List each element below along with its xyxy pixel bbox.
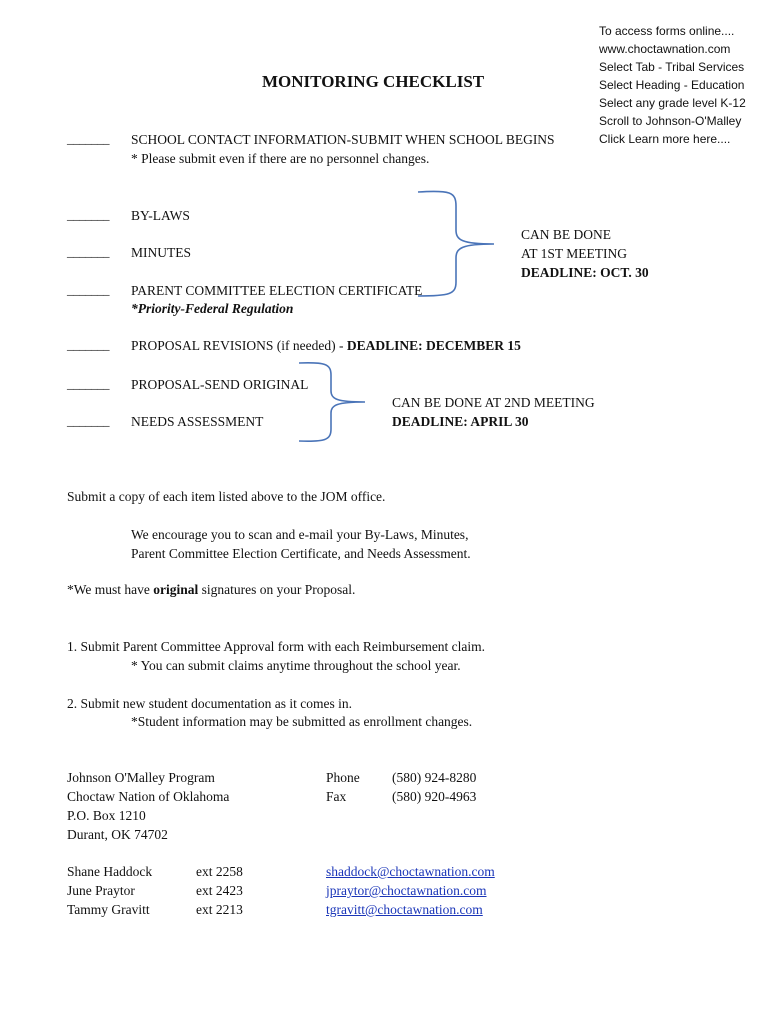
staff-ext: ext 2258 [196,864,243,879]
checklist-item-minutes: MINUTES [131,245,191,260]
checklist-blank: _______ [67,244,109,259]
note-line: Scroll to Johnson-O'Malley [599,114,742,128]
staff-ext: ext 2423 [196,883,243,898]
signature-pre: *We must have [67,582,154,597]
checklist-item-needs-assessment: NEEDS ASSESSMENT [131,414,264,429]
note-line: Select Tab - Tribal Services [599,60,745,74]
page-title: MONITORING CHECKLIST [262,72,485,91]
checklist-blank: _______ [67,282,109,297]
city-state-zip: Durant, OK 74702 [67,827,168,842]
proposal-revisions-label: PROPOSAL REVISIONS (if needed) - [131,338,347,353]
checklist-blank: _______ [67,337,109,352]
checklist-blank: _______ [67,207,109,222]
fax-label: Fax [326,789,347,804]
signature-requirement [67,580,355,599]
note-line: www.choctawnation.com [599,42,731,56]
staff-name: Tammy Gravitt [67,902,150,917]
phone-label: Phone [326,770,360,785]
nation-name: Choctaw Nation of Oklahoma [67,789,230,804]
contact-address [67,768,229,844]
note-line: Select Heading - Education [599,78,745,92]
staff-name: June Praytor [67,883,135,898]
bracket-group-2 [293,359,383,445]
step-1-note: * You can submit claims anytime throughout the school year. [131,658,461,673]
submit-copy-text: Submit a copy of each item listed above to the JOM office. [67,489,386,504]
step-2: 2. Submit new student documentation as it comes in. [67,696,352,711]
encourage-text [131,525,471,563]
note-line: To access forms online.... [599,24,735,38]
staff-email-link[interactable]: jpraytor@choctawnation.com [326,883,487,898]
checklist-blank: _______ [67,376,109,391]
group2-line: CAN BE DONE AT 2ND MEETING [392,395,595,410]
group2-note [392,393,595,431]
checklist-blank: _______ [67,413,109,428]
encourage-line: Parent Committee Election Certificate, and Needs Assessment. [131,546,471,561]
group2-deadline: DEADLINE: APRIL 30 [392,414,529,429]
po-box: P.O. Box 1210 [67,808,146,823]
staff-name: Shane Haddock [67,864,153,879]
checklist-blank: _______ [67,131,109,146]
checklist-item-proposal-original: PROPOSAL-SEND ORIGINAL [131,377,309,392]
checklist-item-note: *Priority-Federal Regulation [131,301,294,316]
signature-post: signatures on your Proposal. [198,582,356,597]
checklist-item-election-certificate: PARENT COMMITTEE ELECTION CERTIFICATE [131,283,423,298]
checklist-item-school-contact: SCHOOL CONTACT INFORMATION-SUBMIT WHEN SCHOOL BEGINS [131,132,555,147]
online-access-note [599,22,746,148]
step-1: 1. Submit Parent Committee Approval form with each Reimbursement claim. [67,639,486,654]
signature-bold: original [153,582,199,597]
fax-number: (580) 920-4963 [392,789,477,804]
group1-deadline: DEADLINE: OCT. 30 [521,265,649,280]
note-line: Select any grade level K-12 [599,96,746,110]
group1-line: CAN BE DONE [521,227,611,242]
bracket-group-1 [410,186,520,302]
note-line: Click Learn more here.... [599,132,731,146]
group1-note [521,225,649,282]
staff-ext: ext 2213 [196,902,243,917]
checklist-item-proposal-revisions [131,336,521,355]
phone-number: (580) 924-8280 [392,770,477,785]
staff-email-link[interactable]: shaddock@choctawnation.com [326,864,495,879]
encourage-line: We encourage you to scan and e-mail your By-Laws, Minutes, [131,527,469,542]
proposal-revisions-deadline: DEADLINE: DECEMBER 15 [346,338,521,353]
org-name: Johnson O'Malley Program [67,770,215,785]
checklist-item-note: * Please submit even if there are no personnel changes. [131,151,430,166]
step-2-note: *Student information may be submitted as enrollment changes. [131,714,473,729]
checklist-item-bylaws: BY-LAWS [131,208,190,223]
group1-line: AT 1ST MEETING [521,246,628,261]
staff-email-link[interactable]: tgravitt@choctawnation.com [326,902,483,917]
